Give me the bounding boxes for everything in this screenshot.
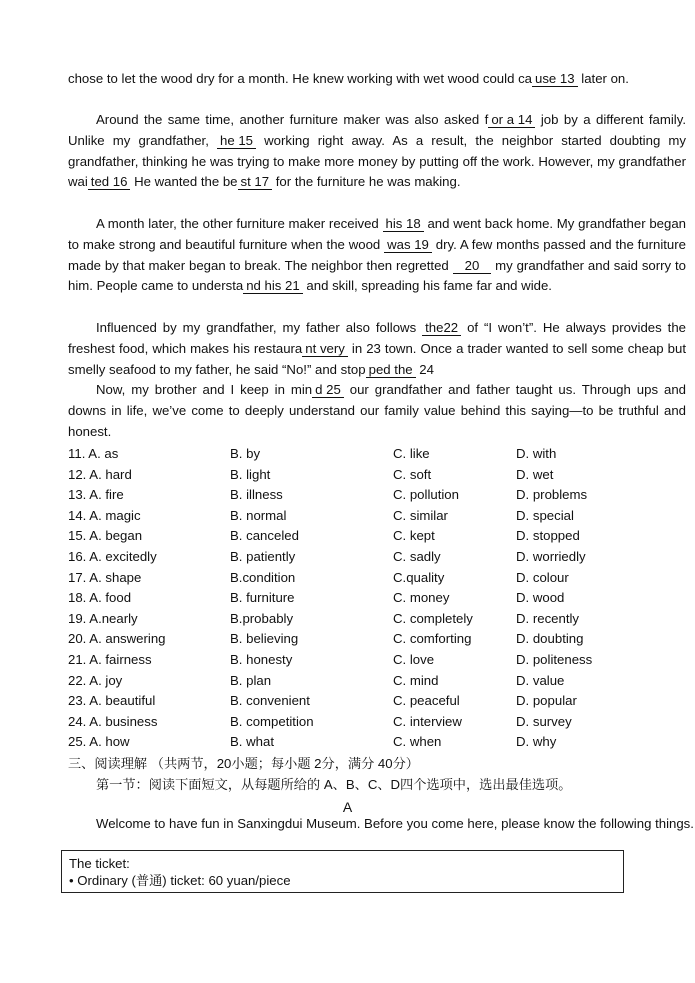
option-a: 17. A. shape: [68, 569, 142, 585]
option-c: C. pollution: [393, 487, 459, 503]
option-a: 12. A. hard: [68, 466, 132, 482]
blank-15: he 15: [217, 133, 256, 149]
blank-18: his 18: [383, 216, 424, 232]
blank-25: d 25: [312, 382, 344, 398]
option-a: 13. A. fire: [68, 487, 124, 503]
option-row: [68, 691, 688, 712]
option-d: D. wood: [516, 590, 565, 606]
option-c: C. sadly: [393, 548, 441, 564]
option-b: B. honesty: [230, 651, 293, 667]
option-b: B. by: [230, 446, 261, 461]
option-d: D. value: [516, 672, 565, 688]
option-a: 19. A.nearly: [68, 610, 138, 626]
option-b: B. competition: [230, 713, 314, 729]
blank-24: ped the: [366, 362, 416, 378]
blank-23: nt very: [302, 341, 348, 357]
option-b: B. plan: [230, 672, 272, 688]
ticket-ordinary-price: • Ordinary (普通) ticket: 60 yuan/piece: [69, 873, 291, 888]
option-b: B. convenient: [230, 693, 310, 709]
option-row: [68, 465, 688, 486]
passage-paragraph-3: [68, 318, 686, 380]
option-row: [68, 732, 688, 753]
option-row: [68, 506, 688, 527]
text: in 23 town. Once a trader wanted to sell some cheap but smelly seafood to my father, he said “No!” and stop: [68, 340, 687, 377]
text: later on.: [577, 71, 629, 86]
option-row: [68, 609, 688, 630]
option-d: D. politeness: [516, 651, 593, 667]
option-b: B.condition: [230, 569, 296, 585]
option-row: [68, 629, 688, 650]
blank-21: nd his 21: [243, 278, 303, 294]
blank-14: or a 14: [488, 112, 535, 128]
text: and went back home. My grandfather began to make strong and beautiful furniture when the wood: [68, 216, 686, 252]
option-b: B. what: [230, 734, 274, 750]
option-row: [68, 444, 688, 465]
option-row: [68, 650, 688, 671]
text: my grandfather and said sorry to him. People came to understa: [68, 257, 686, 294]
text: of “I won’t”. He always provides the freshest food, which makes his restaura: [68, 320, 686, 356]
option-b: B.probably: [230, 610, 294, 626]
passage-intro: Welcome to have fun in Sanxingdui Museum. Before you come here, please know the following things.: [96, 816, 694, 831]
blank-17: st 17: [238, 174, 273, 190]
option-b: B. believing: [230, 631, 299, 647]
option-d: D. with: [516, 446, 557, 461]
text: Around the same time, another furniture maker was also asked f: [96, 112, 489, 127]
text: for the furniture he was making.: [272, 174, 461, 190]
option-a: 14. A. magic: [68, 507, 141, 523]
option-a: 18. A. food: [68, 590, 132, 606]
option-c: C.quality: [393, 569, 445, 585]
text: 24: [415, 361, 434, 377]
passage-paragraph-1: [68, 110, 686, 193]
option-row: [68, 712, 688, 733]
text: dry. A few months passed and the furniture made by that maker began to break. The neighbor then regretted: [68, 236, 686, 273]
option-d: D. special: [516, 507, 574, 523]
text: working right away. As a result, the neighbor started doubting my grandfather, thinking he was trying to make more money by putting off the work. However, my grandfather wai: [68, 132, 686, 190]
option-c: C. similar: [393, 507, 448, 523]
option-c: C. when: [393, 734, 442, 750]
option-row: [68, 485, 688, 506]
blank-20: 20: [453, 258, 492, 274]
blank-19: was 19: [384, 237, 432, 253]
option-row: [68, 568, 688, 589]
option-d: D. survey: [516, 713, 572, 729]
text: Influenced by my grandfather, my father also follows: [96, 320, 423, 335]
option-row: [68, 671, 688, 692]
option-c: C. soft: [393, 466, 432, 482]
option-a: 11. A. as: [68, 446, 119, 461]
option-d: D. popular: [516, 693, 577, 709]
blank-13: use 13: [532, 71, 578, 87]
option-a: 20. A. answering: [68, 631, 166, 647]
option-d: D. wet: [516, 466, 554, 482]
option-b: B. normal: [230, 507, 287, 523]
blank-16: ted 16: [88, 174, 131, 190]
option-a: 23. A. beautiful: [68, 693, 156, 709]
option-d: D. doubting: [516, 631, 584, 647]
option-c: C. love: [393, 651, 435, 667]
option-row: [68, 547, 688, 568]
option-c: C. interview: [393, 713, 462, 729]
option-c: C. like: [393, 446, 430, 461]
option-a: 25. A. how: [68, 734, 130, 750]
section-heading: 三、阅读理解 （共两节，20小题；每小题 2分，满分 40分）: [68, 756, 419, 771]
ticket-title: The ticket:: [69, 856, 130, 871]
option-b: B. furniture: [230, 590, 295, 606]
text: He wanted the be: [130, 174, 238, 190]
option-c: C. kept: [393, 528, 435, 544]
passage-paragraph-2: [68, 214, 686, 297]
option-a: 24. A. business: [68, 713, 158, 729]
text: job by a different family. Unlike my grandfather,: [68, 112, 687, 148]
part-instructions: 第一节：阅读下面短文，从每题所给的 A、B、C、D四个选项中，选出最佳选项。: [96, 777, 572, 792]
option-d: D. problems: [516, 487, 588, 503]
text: our grandfather and father taught us. Through ups and downs in life, we’ve come to deeply understand our family value behind this saying—to be truthful and honest.: [68, 382, 686, 439]
option-a: 21. A. fairness: [68, 651, 152, 667]
option-c: C. money: [393, 590, 450, 606]
option-row: [68, 588, 688, 609]
option-d: D. recently: [516, 610, 580, 626]
ticket-info-box: [61, 850, 624, 893]
option-a: 22. A. joy: [68, 672, 123, 688]
option-b: B. patiently: [230, 548, 296, 564]
passage-paragraph-0: [68, 69, 686, 90]
option-row: [68, 526, 688, 547]
option-d: D. why: [516, 734, 557, 750]
passage-paragraph-4: [68, 380, 686, 442]
option-c: C. completely: [393, 610, 473, 626]
option-a: 15. A. began: [68, 528, 143, 544]
option-d: D. colour: [516, 569, 569, 585]
option-c: C. mind: [393, 672, 439, 688]
text: and skill, spreading his fame far and wide.: [302, 278, 552, 294]
option-c: C. comforting: [393, 631, 472, 647]
text: chose to let the wood dry for a month. He knew working with wet wood could ca: [68, 71, 532, 86]
passage-letter: A: [342, 799, 353, 815]
text: A month later, the other furniture maker received: [96, 216, 383, 231]
answer-options: [68, 444, 688, 753]
option-b: B. light: [230, 466, 271, 482]
blank-22: the22: [422, 320, 461, 336]
option-d: D. stopped: [516, 528, 580, 544]
option-a: 16. A. excitedly: [68, 548, 157, 564]
option-b: B. illness: [230, 487, 283, 503]
option-c: C. peaceful: [393, 693, 460, 709]
text: Now, my brother and I keep in min: [96, 382, 313, 397]
option-d: D. worriedly: [516, 548, 586, 564]
option-b: B. canceled: [230, 528, 299, 544]
